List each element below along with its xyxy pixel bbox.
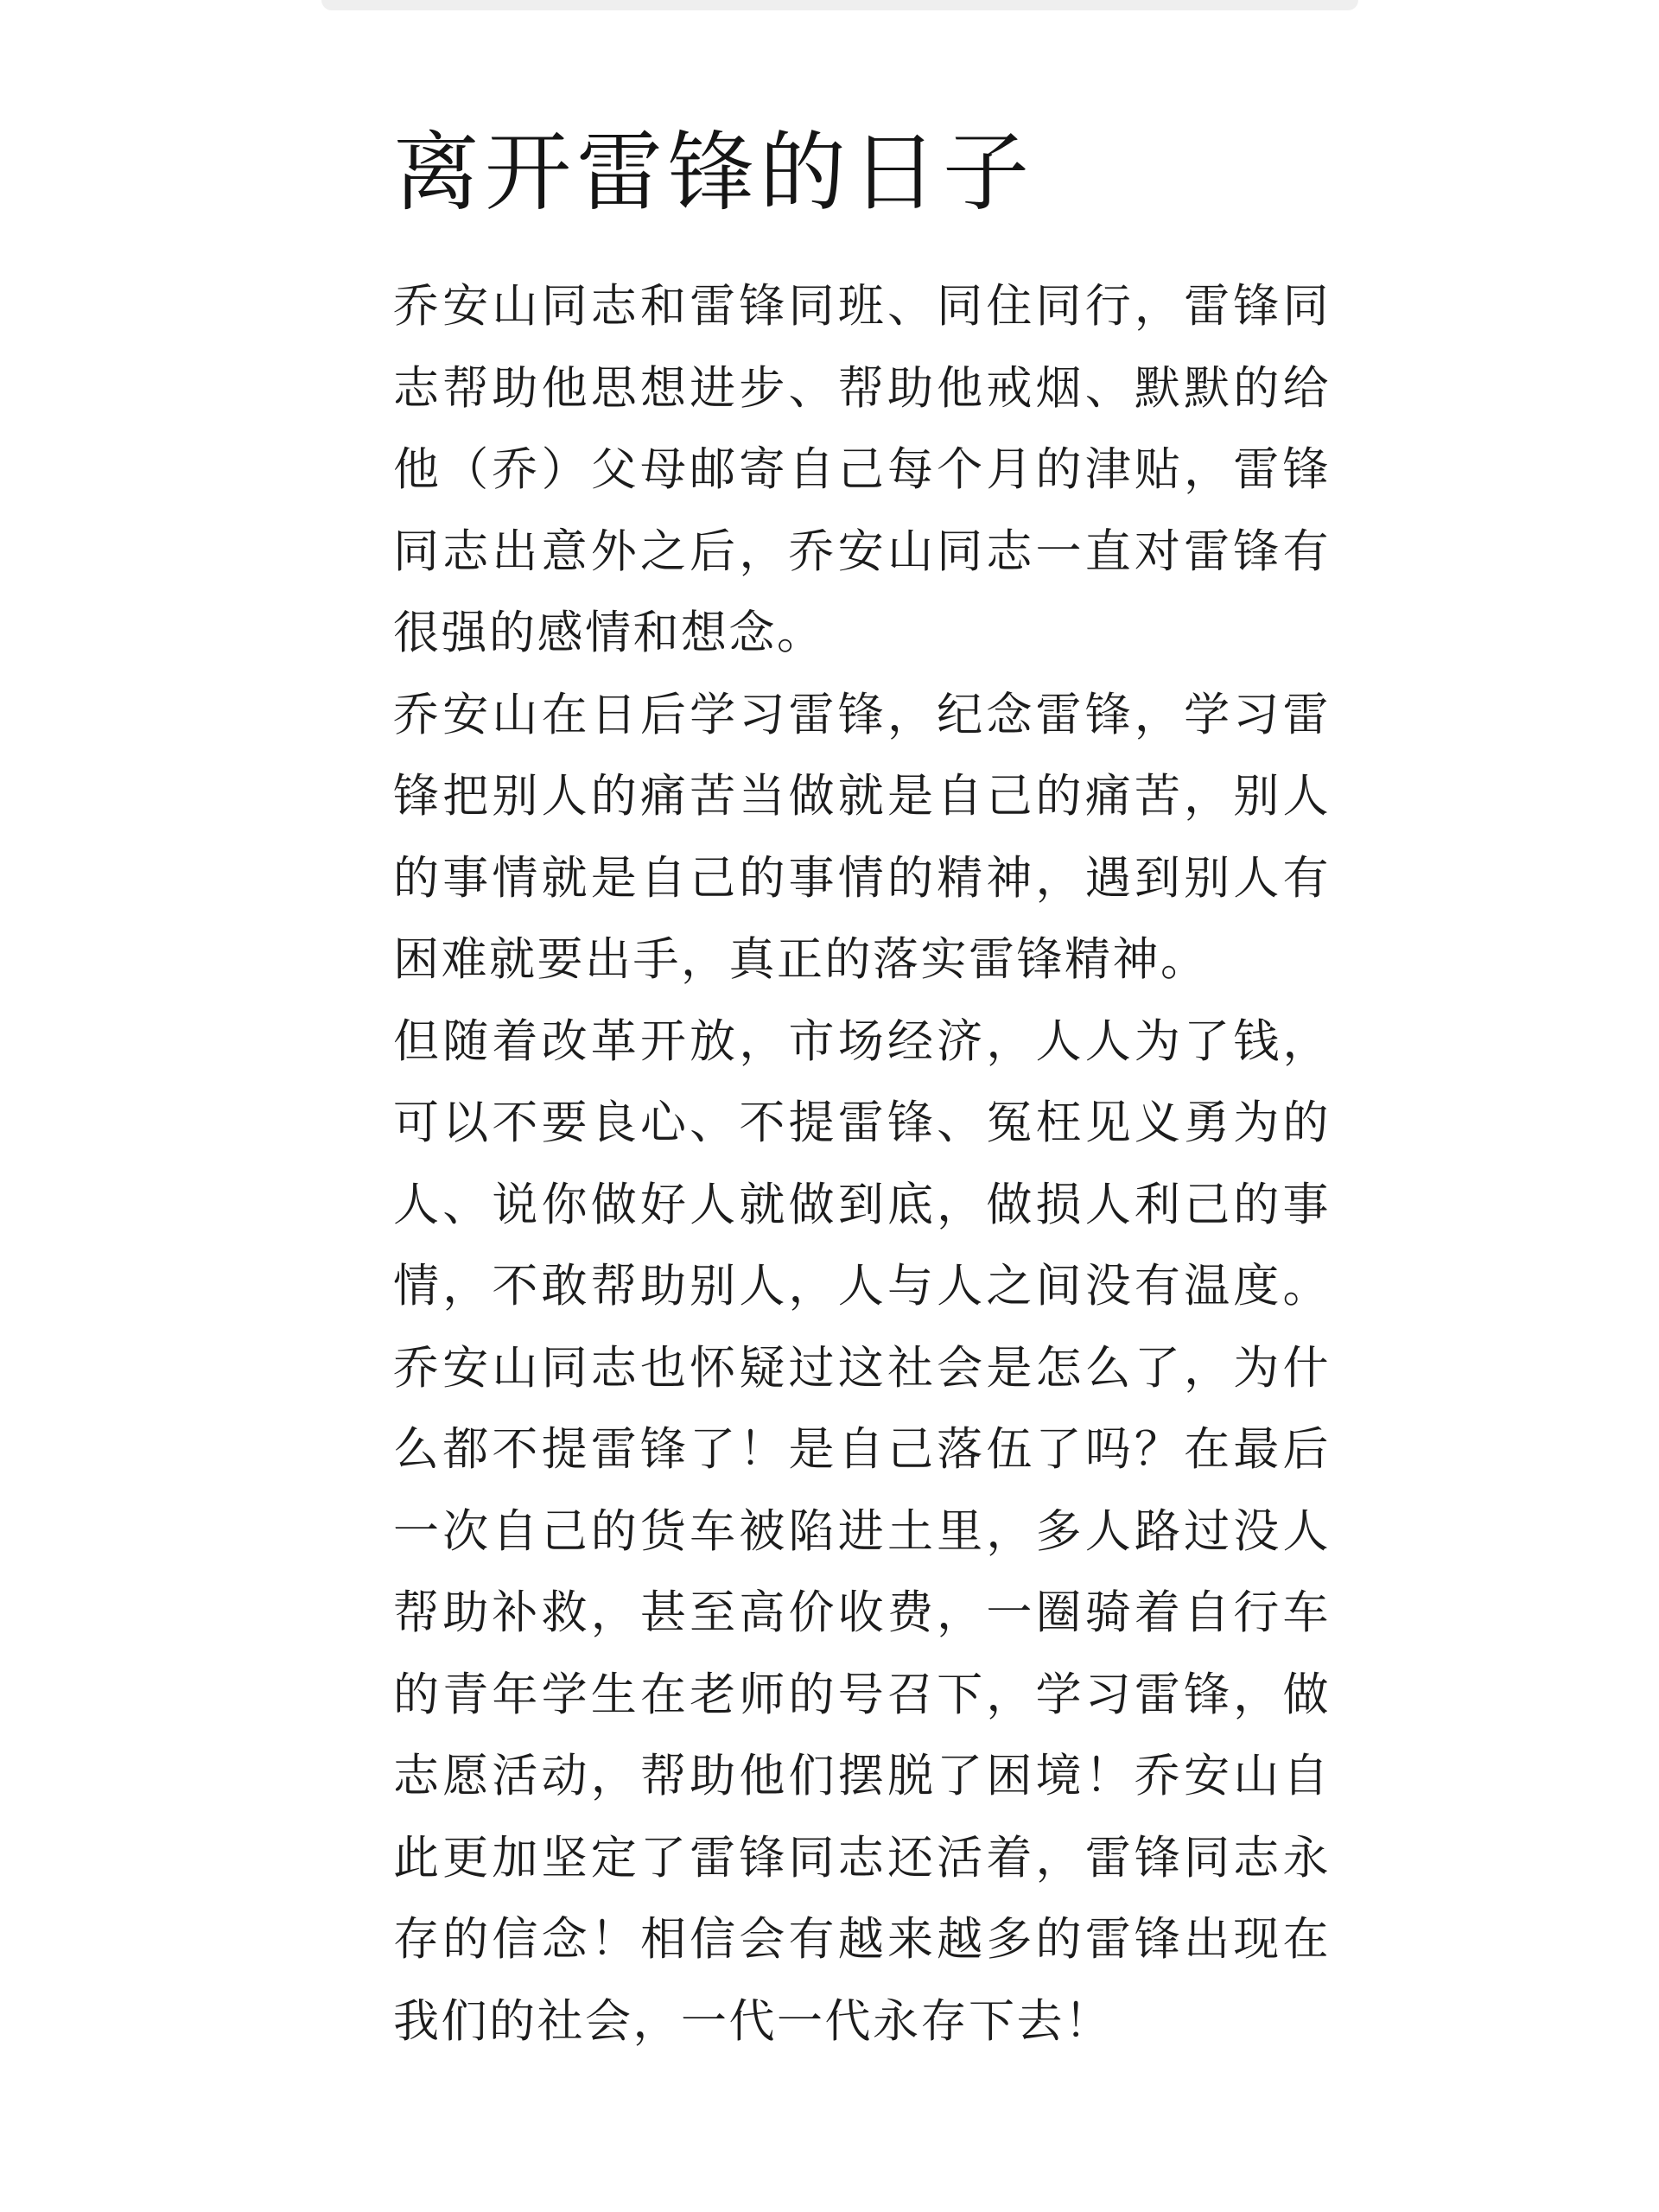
article-title: 离开雷锋的日子 (393, 122, 1034, 223)
article-paragraph-2: 乔安山在日后学习雷锋，纪念雷锋，学习雷锋把别人的痛苦当做就是自己的痛苦，别人的事情就是自己的事情的精神，遇到别人有困难就要出手，真正的落实雷锋精神。 (393, 688, 1331, 986)
article-body (393, 266, 1331, 2063)
article-paragraph-1: 乔安山同志和雷锋同班、同住同行，雷锋同志帮助他思想进步、帮助他戒烟、默默的给他（乔）父母邮寄自己每个月的津贴，雷锋同志出意外之后，乔安山同志一直对雷锋有很强的感情和想念。 (393, 280, 1331, 659)
article-paragraph-3: 但随着改革开放，市场经济，人人为了钱，可以不要良心、不提雷锋、冤枉见义勇为的人、说你做好人就做到底，做损人利己的事情，不敢帮助别人，人与人之间没有温度。乔安山同志也怀疑过这社会是怎么了，为什么都不提雷锋了！是自己落伍了吗？在最后一次自己的货车被陷进土里，多人路过没人帮助补救，甚至高价收费，一圈骑着自行车的青年学生在老师的号召下，学习雷锋，做志愿活动，帮助他们摆脱了困境！乔安山自此更加坚定了雷锋同志还活着，雷锋同志永存的信念！相信会有越来越多的雷锋出现在我们的社会，一代一代永存下去！ (393, 1014, 1331, 2048)
top-card-edge (321, 0, 1358, 10)
article (393, 112, 1331, 2048)
